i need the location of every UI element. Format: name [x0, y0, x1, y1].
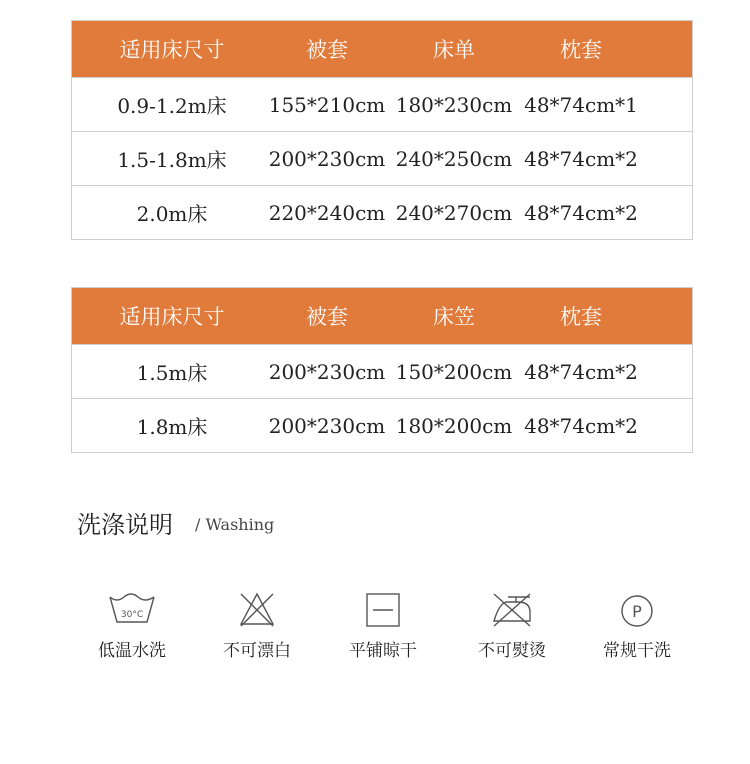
- header-duvet-cover: 被套: [306, 305, 348, 329]
- table-header-row: [72, 288, 692, 344]
- cell-bed-size: 1.5m床: [136, 361, 208, 385]
- header-bed-size: 适用床尺寸: [119, 38, 225, 62]
- care-item-dry-flat: [328, 590, 438, 661]
- care-label: 平铺晾干: [349, 641, 417, 661]
- size-table-fitted: [71, 287, 693, 453]
- svg-text:P: P: [632, 602, 642, 621]
- care-label: 常规干洗: [603, 641, 671, 661]
- wash-temp-label: 30°C: [120, 610, 144, 620]
- table-row: [72, 185, 692, 239]
- cell-pillowcase: 48*74cm*2: [524, 359, 638, 384]
- cell-duvet-cover: 200*230cm: [268, 413, 386, 438]
- dry-flat-icon: [358, 590, 408, 630]
- table-row: [72, 398, 692, 452]
- header-fitted-sheet: 床笠: [433, 305, 475, 329]
- low-temp-wash-icon: [107, 590, 157, 630]
- cell-bed-sheet: 180*230cm: [395, 92, 513, 117]
- cell-duvet-cover: 220*240cm: [268, 200, 386, 225]
- care-item-dry-clean: [582, 590, 692, 661]
- no-bleach-icon: [232, 590, 282, 630]
- header-duvet-cover: 被套: [306, 38, 348, 62]
- cell-bed-sheet: 240*250cm: [395, 146, 513, 171]
- care-label: 低温水洗: [98, 641, 166, 661]
- cell-pillowcase: 48*74cm*2: [524, 413, 638, 438]
- table-row: [72, 77, 692, 131]
- cell-duvet-cover: 200*230cm: [268, 359, 386, 384]
- header-pillowcase: 枕套: [560, 38, 602, 62]
- cell-duvet-cover: 200*230cm: [268, 146, 386, 171]
- cell-duvet-cover: 155*210cm: [268, 92, 386, 117]
- washing-title: 洗涤说明: [77, 511, 173, 539]
- care-item-low-temp-wash: [77, 590, 187, 661]
- cell-bed-size: 1.8m床: [136, 415, 208, 439]
- care-item-no-bleach: [202, 590, 312, 661]
- cell-bed-sheet: 240*270cm: [395, 200, 513, 225]
- no-iron-icon: [487, 590, 537, 630]
- header-bed-size: 适用床尺寸: [119, 305, 225, 329]
- cell-bed-size: 2.0m床: [136, 202, 208, 226]
- table-row: [72, 131, 692, 185]
- cell-pillowcase: 48*74cm*2: [524, 200, 638, 225]
- washing-subtitle: / Washing: [195, 515, 275, 534]
- table-header-row: [72, 21, 692, 77]
- size-table-bedding: [71, 20, 693, 240]
- cell-pillowcase: 48*74cm*2: [524, 146, 638, 171]
- cell-fitted-sheet: 180*200cm: [395, 413, 513, 438]
- cell-pillowcase: 48*74cm*1: [524, 92, 638, 117]
- care-item-no-iron: [457, 590, 567, 661]
- header-pillowcase: 枕套: [560, 305, 602, 329]
- care-label: 不可熨烫: [478, 641, 546, 661]
- dry-clean-icon: [612, 590, 662, 630]
- care-label: 不可漂白: [223, 641, 291, 661]
- table-row: [72, 344, 692, 398]
- header-bed-sheet: 床单: [433, 38, 475, 62]
- cell-fitted-sheet: 150*200cm: [395, 359, 513, 384]
- cell-bed-size: 1.5-1.8m床: [117, 148, 227, 172]
- cell-bed-size: 0.9-1.2m床: [117, 94, 227, 118]
